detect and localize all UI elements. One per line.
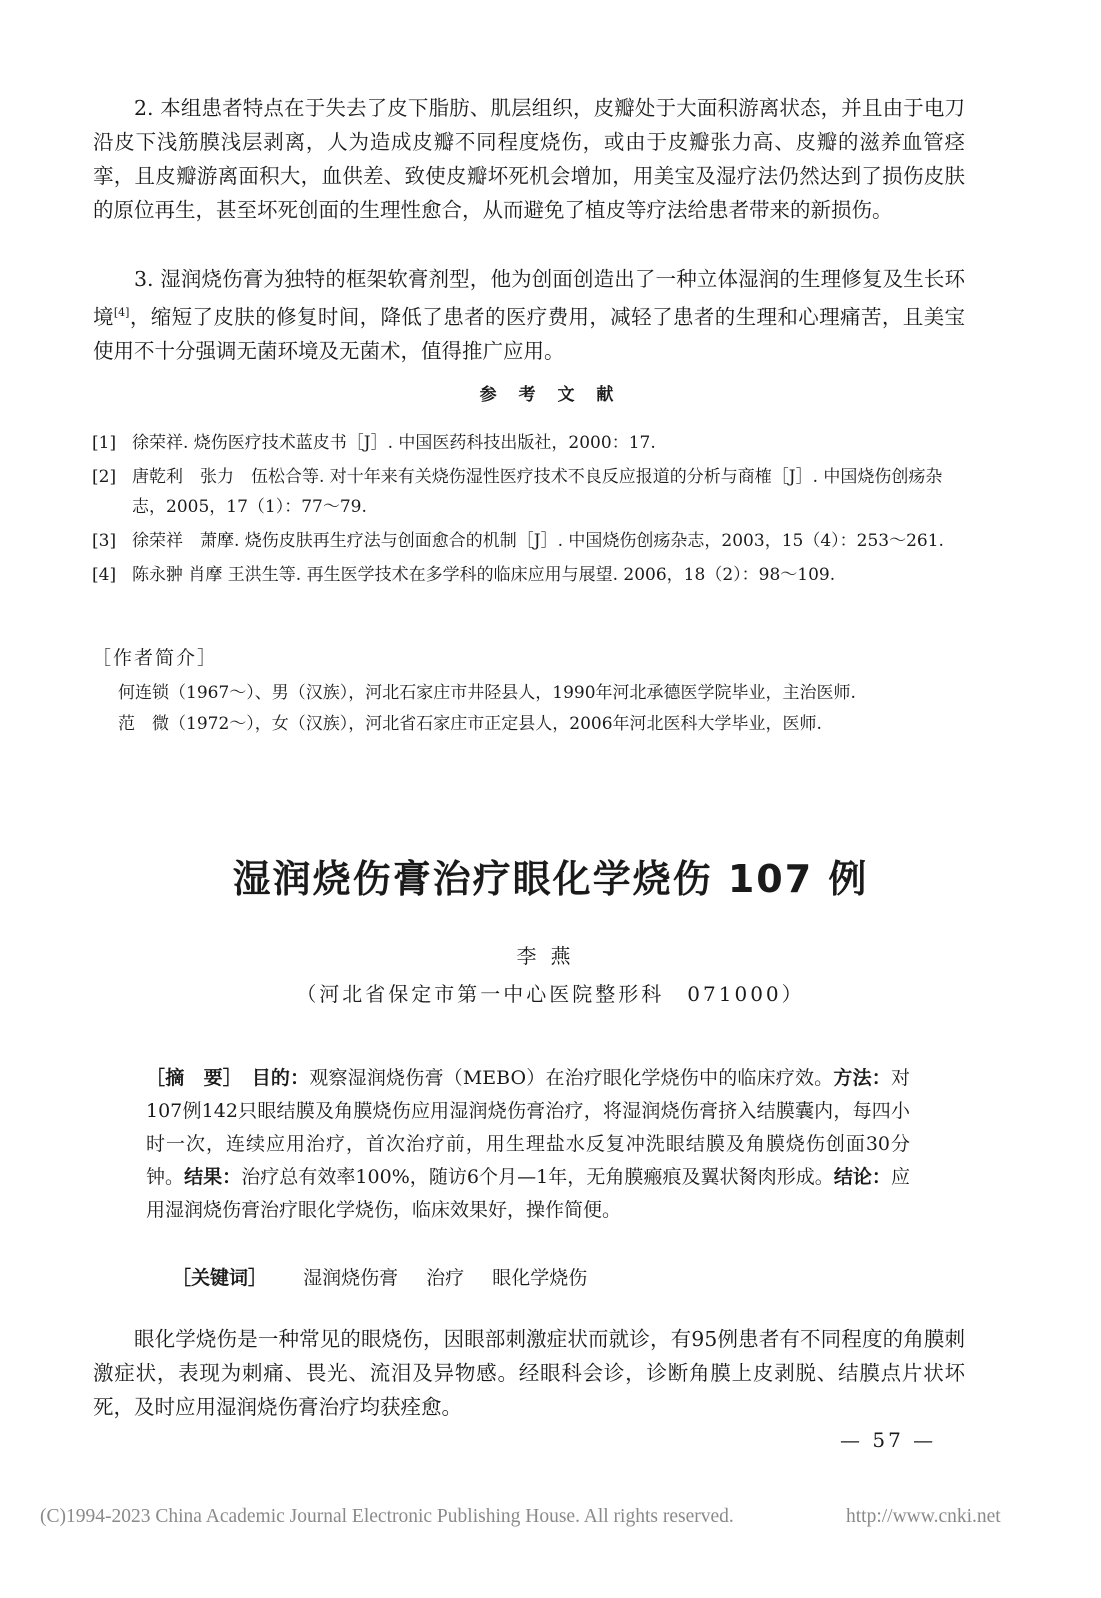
copyright-notice: (C)1994-2023 China Academic Journal Electronic Publishing House. All rights reserved. <box>40 1506 734 1527</box>
keyword: 湿润烧伤膏 <box>303 1267 399 1289</box>
reference-number: [3] <box>92 531 117 551</box>
keyword: 眼化学烧伤 <box>492 1267 588 1289</box>
discussion-paragraph-3 <box>93 262 965 368</box>
abstract-result: 治疗总有效率100%，随访6个月—1年，无角膜瘢痕及翼状胬肉形成。 <box>241 1166 834 1188</box>
discussion-paragraph-2: 2. 本组患者特点在于失去了皮下脂肪、肌层组织，皮瓣处于大面积游离状态，并且由于电刀沿皮下浅筋膜浅层剥离，人为造成皮瓣不同程度烧伤，或由于皮瓣张力高、皮瓣的滋养血管痉挛，且皮瓣游离面积大，血供差、致使皮瓣坏死机会增加，用美宝及湿疗法仍然达到了损伤皮肤的原位再生，甚至坏死创面的生理性愈合，从而避免了植皮等疗法给患者带来的新损伤。 <box>93 96 965 222</box>
abstract-purpose: 观察湿润烧伤膏（MEBO）在治疗眼化学烧伤中的临床疗效。 <box>309 1067 834 1089</box>
abstract-method: 对107例142只眼结膜及角膜烧伤应用湿润烧伤膏治疗，将湿润烧伤膏挤入结膜囊内，每四小时一次，连续应用治疗，首次治疗前，用生理盐水反复冲洗眼结膜及角膜烧伤创面30分钟。 <box>146 1067 910 1188</box>
footer <box>40 1506 1060 1528</box>
footer-url[interactable]: http://www.cnki.net <box>846 1506 1001 1527</box>
intro-paragraph: 眼化学烧伤是一种常见的眼烧伤，因眼部刺激症状而就诊，有95例患者有不同程度的角膜刺激症状，表现为刺痛、畏光、流泪及异物感。经眼科会诊，诊断角膜上皮剥脱、结膜点片状坏死，及时应用湿润烧伤膏治疗均获痊愈。 <box>93 1327 965 1419</box>
citation-superscript: [4] <box>113 306 130 319</box>
article-title: 湿润烧伤膏治疗眼化学烧伤 107 例 <box>232 857 869 901</box>
author-bio-line: 何连锁（1967～）、男（汉族），河北石家庄市井陉县人，1990年河北承德医学院毕业，主治医师. <box>118 683 856 703</box>
author-intro-heading: ［作者简介］ <box>92 647 219 669</box>
keyword: 治疗 <box>426 1267 465 1289</box>
reference-item <box>92 428 964 458</box>
keywords-label: ［关键词］ <box>172 1267 268 1289</box>
reference-text: 徐荣祥. 烧伤医疗技术蓝皮书［J］. 中国医药科技出版社，2000：17. <box>132 433 656 453</box>
article-author: 李燕 <box>516 944 585 968</box>
abstract-label: ［摘 要］ <box>146 1067 233 1089</box>
reference-number: [4] <box>92 565 117 585</box>
reference-item <box>92 462 964 522</box>
abstract-method-label: 方法： <box>833 1067 891 1089</box>
reference-number: [1] <box>92 433 117 453</box>
reference-number: [2] <box>92 467 117 487</box>
reference-list <box>92 428 964 594</box>
author-bio-line: 范 微（1972～），女（汉族），河北省石家庄市正定县人，2006年河北医科大学毕业，医师. <box>118 714 822 734</box>
abstract-conclusion-label: 结论： <box>833 1166 891 1188</box>
page-number: — 57 — <box>840 1428 937 1452</box>
reference-item <box>92 526 964 556</box>
reference-text: 陈永翀 肖摩 王洪生等. 再生医学技术在多学科的临床应用与展望. 2006，18（2）：98～109. <box>132 565 836 585</box>
abstract-conclusion: 应用湿润烧伤膏治疗眼化学烧伤，临床效果好，操作简便。 <box>146 1166 910 1221</box>
reference-text: 唐乾利 张力 伍松合等. 对十年来有关烧伤湿性医疗技术不良反应报道的分析与商榷［J］. 中国烧伤创疡杂志，2005，17（1）：77～79. <box>132 467 943 517</box>
abstract <box>146 1062 910 1227</box>
abstract-result-label: 结果： <box>184 1166 242 1188</box>
discussion-paragraph-3-text-cont: ，缩短了皮肤的修复时间，降低了患者的医疗费用，减轻了患者的生理和心理痛苦，且美宝使用不十分强调无菌环境及无菌术，值得推广应用。 <box>93 304 966 363</box>
author-bios <box>118 678 968 740</box>
abstract-purpose-label: 目的： <box>251 1067 310 1089</box>
article-affiliation: （河北省保定市第一中心医院整形科 071000） <box>296 982 805 1006</box>
discussion-paragraph-3-text: 3. 湿润烧伤膏为独特的框架软膏剂型，他为创面创造出了一种立体湿润的生理修复及生长环境 <box>93 267 965 329</box>
reference-item <box>92 560 964 590</box>
reference-text: 徐荣祥 萧摩. 烧伤皮肤再生疗法与创面愈合的机制［J］. 中国烧伤创疡杂志，2003，15（4）：253～261. <box>132 531 944 551</box>
keywords <box>172 1263 609 1290</box>
references-heading: 参 考 文 献 <box>479 385 622 405</box>
